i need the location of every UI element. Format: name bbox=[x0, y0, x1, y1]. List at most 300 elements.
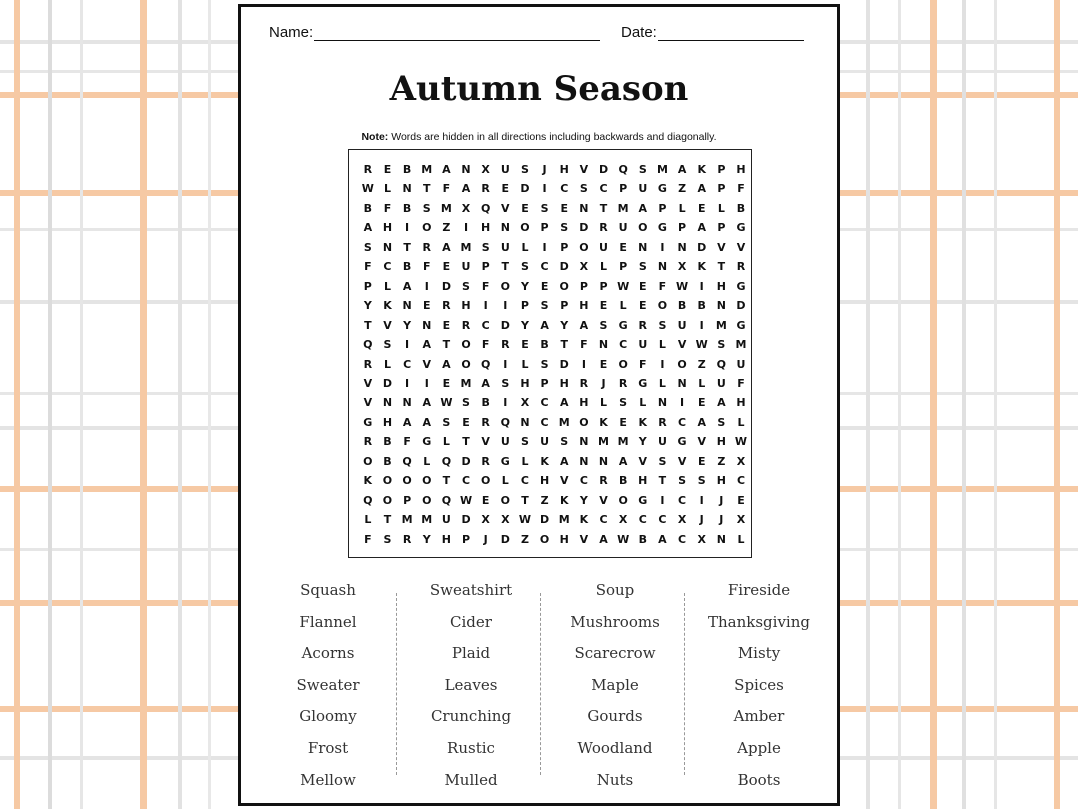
grid-letter: R bbox=[599, 221, 608, 235]
grid-letter: P bbox=[403, 493, 412, 507]
grid-letter: H bbox=[716, 435, 726, 449]
grid-letter: D bbox=[520, 182, 530, 196]
grid-letter: H bbox=[461, 299, 471, 313]
column-divider bbox=[540, 593, 541, 775]
word-list-item: Squash bbox=[300, 581, 356, 599]
grid-letter: O bbox=[579, 240, 589, 254]
grid-letter: H bbox=[382, 221, 393, 235]
grid-letter: Q bbox=[363, 338, 373, 352]
grid-letter: M bbox=[401, 513, 413, 527]
grid-letter: C bbox=[619, 338, 628, 352]
grid-letter: E bbox=[599, 299, 608, 313]
grid-letter: E bbox=[737, 493, 745, 507]
grid-letter: M bbox=[421, 513, 433, 527]
grid-letter: F bbox=[442, 182, 451, 196]
grid-letter: P bbox=[579, 279, 588, 293]
grid-letter: S bbox=[383, 532, 392, 546]
grid-letter: I bbox=[424, 376, 429, 390]
grid-letter: C bbox=[403, 357, 412, 371]
grid-letter: A bbox=[481, 376, 490, 390]
grid-row bbox=[358, 296, 751, 315]
grid-letter: A bbox=[658, 532, 667, 546]
grid-letter: S bbox=[462, 279, 470, 293]
grid-letter: F bbox=[580, 338, 588, 352]
grid-letter: G bbox=[736, 279, 746, 293]
grid-letter: U bbox=[736, 357, 746, 371]
grid-letter: A bbox=[442, 357, 451, 371]
grid-letter: N bbox=[579, 435, 589, 449]
grid-row bbox=[358, 160, 751, 179]
grid-letter: L bbox=[383, 279, 391, 293]
grid-letter: E bbox=[560, 201, 568, 215]
grid-letter: D bbox=[461, 454, 471, 468]
word-list-item: Amber bbox=[733, 707, 785, 726]
grid-letter: B bbox=[618, 474, 628, 488]
grid-letter: S bbox=[540, 201, 549, 215]
grid-letter: C bbox=[579, 474, 588, 488]
word-list-item: Misty bbox=[737, 644, 781, 663]
grid-letter: N bbox=[520, 415, 530, 429]
word-list-item: Scarecrow bbox=[574, 644, 656, 663]
grid-letter: B bbox=[402, 163, 412, 176]
grid-letter: W bbox=[361, 182, 374, 196]
grid-letter: P bbox=[619, 182, 628, 196]
grid-letter: S bbox=[383, 338, 392, 352]
word-list-item: Fireside bbox=[727, 581, 791, 599]
grid-letter: R bbox=[579, 376, 589, 390]
grid-letter: X bbox=[579, 260, 589, 274]
grid-letter: A bbox=[638, 201, 648, 215]
grid-letter: K bbox=[638, 415, 648, 429]
grid-letter: A bbox=[461, 182, 471, 196]
grid-letter: N bbox=[402, 182, 412, 196]
grid-letter: L bbox=[600, 396, 608, 410]
grid-letter: P bbox=[461, 532, 471, 546]
grid-letter: S bbox=[717, 338, 726, 352]
grid-letter: X bbox=[520, 396, 530, 410]
grid-letter: I bbox=[660, 493, 665, 507]
grid-letter: N bbox=[422, 318, 432, 332]
grid-letter: O bbox=[500, 279, 510, 293]
grid-letter: L bbox=[737, 415, 745, 429]
grid-letter: M bbox=[617, 435, 629, 449]
grid-letter: B bbox=[402, 260, 412, 274]
grid-letter: F bbox=[364, 260, 372, 274]
grid-letter: U bbox=[500, 240, 510, 254]
grid-letter: Z bbox=[678, 182, 687, 196]
grid-letter: V bbox=[638, 454, 648, 468]
grid-letter: G bbox=[736, 318, 746, 332]
grid-letter: R bbox=[481, 415, 490, 429]
grid-letter: G bbox=[677, 435, 687, 449]
grid-letter: M bbox=[460, 240, 472, 254]
grid-letter: A bbox=[559, 454, 569, 468]
grid-letter: S bbox=[579, 182, 588, 196]
grid-letter: U bbox=[500, 435, 510, 449]
grid-letter: E bbox=[697, 454, 706, 468]
grid-letter: S bbox=[658, 454, 667, 468]
grid-letter: V bbox=[579, 532, 589, 546]
grid-letter: S bbox=[560, 435, 569, 449]
word-column-4 bbox=[694, 580, 824, 801]
grid-letter: O bbox=[363, 454, 373, 468]
grid-letter: Q bbox=[480, 357, 491, 371]
grid-letter: B bbox=[697, 299, 706, 313]
grid-letter: I bbox=[503, 396, 508, 410]
grid-letter: L bbox=[658, 376, 666, 390]
grid-letter: E bbox=[521, 338, 529, 352]
word-list-item: Frost bbox=[307, 738, 349, 757]
grid-letter: V bbox=[383, 318, 392, 332]
grid-letter: R bbox=[461, 318, 471, 332]
grid-letter: V bbox=[677, 454, 687, 468]
grid-letter: I bbox=[581, 357, 586, 371]
grid-letter: A bbox=[579, 318, 589, 332]
grid-letter: C bbox=[461, 474, 471, 488]
grid-letter: S bbox=[520, 435, 529, 449]
grid-letter: A bbox=[599, 532, 608, 546]
grid-letter: B bbox=[481, 396, 490, 410]
grid-row bbox=[358, 510, 751, 529]
grid-letter: R bbox=[422, 240, 431, 254]
grid-letter: U bbox=[638, 338, 648, 352]
grid-letter: T bbox=[462, 435, 470, 449]
grid-letter: T bbox=[717, 260, 726, 274]
grid-letter: T bbox=[383, 513, 392, 527]
grid-letter: S bbox=[540, 357, 549, 371]
grid-letter: N bbox=[579, 454, 589, 468]
grid-letter: U bbox=[638, 182, 648, 196]
grid-letter: S bbox=[678, 474, 687, 488]
grid-letter: D bbox=[736, 299, 746, 313]
grid-letter: S bbox=[619, 396, 628, 410]
grid-letter: Y bbox=[403, 318, 412, 332]
grid-letter: W bbox=[695, 338, 708, 352]
word-list-item: Acorns bbox=[301, 644, 355, 663]
grid-row bbox=[358, 471, 751, 490]
grid-letter: X bbox=[736, 513, 746, 527]
grid-letter: B bbox=[383, 454, 392, 468]
grid-letter: T bbox=[560, 338, 568, 352]
grid-letter: G bbox=[422, 435, 432, 449]
grid-row bbox=[358, 316, 751, 335]
grid-letter: A bbox=[442, 163, 451, 176]
grid-letter: O bbox=[579, 415, 589, 429]
grid-letter: A bbox=[697, 182, 706, 196]
grid-letter: E bbox=[619, 240, 627, 254]
grid-letter: R bbox=[599, 474, 608, 488]
grid-letter: U bbox=[540, 435, 550, 449]
word-list-item: Mellow bbox=[300, 770, 356, 789]
grid-letter: J bbox=[719, 513, 724, 527]
column-divider bbox=[396, 593, 397, 775]
word-column-1 bbox=[263, 580, 393, 801]
grid-letter: V bbox=[736, 240, 746, 254]
grid-letter: B bbox=[638, 532, 647, 546]
grid-letter: N bbox=[598, 338, 609, 352]
grid-letter: B bbox=[363, 201, 373, 215]
grid-letter: R bbox=[363, 357, 373, 371]
grid-letter: U bbox=[677, 318, 687, 332]
grid-letter: N bbox=[657, 396, 668, 410]
grid-letter: S bbox=[462, 396, 470, 410]
grid-letter: H bbox=[716, 474, 726, 488]
grid-letter: A bbox=[422, 396, 431, 410]
grid-letter: H bbox=[441, 532, 451, 546]
word-list-item: Flannel bbox=[299, 612, 357, 631]
grid-letter: C bbox=[736, 474, 746, 488]
grid-letter: I bbox=[424, 279, 429, 293]
grid-letter: M bbox=[421, 163, 433, 176]
grid-letter: O bbox=[638, 221, 648, 235]
grid-letter: H bbox=[481, 221, 491, 235]
grid-letter: S bbox=[599, 318, 608, 332]
grid-letter: C bbox=[678, 532, 687, 546]
grid-letter: N bbox=[638, 240, 648, 254]
grid-letter: W bbox=[459, 493, 473, 507]
grid-letter: Y bbox=[520, 318, 529, 332]
grid-letter: E bbox=[501, 182, 510, 196]
word-list-item: Mulled bbox=[444, 770, 498, 789]
grid-letter: W bbox=[617, 279, 630, 293]
grid-letter: N bbox=[382, 240, 393, 254]
grid-letter: R bbox=[363, 163, 373, 176]
grid-letter: Z bbox=[697, 357, 706, 371]
grid-letter: X bbox=[501, 513, 510, 527]
grid-letter: H bbox=[520, 376, 530, 390]
grid-letter: G bbox=[638, 376, 648, 390]
grid-letter: S bbox=[520, 260, 529, 274]
grid-row bbox=[358, 257, 751, 276]
grid-letter: P bbox=[599, 279, 608, 293]
grid-letter: C bbox=[540, 260, 549, 274]
grid-letter: O bbox=[559, 279, 569, 293]
grid-letter: F bbox=[364, 532, 372, 546]
grid-letter: K bbox=[559, 493, 569, 507]
grid-letter: A bbox=[363, 221, 373, 235]
name-field bbox=[269, 24, 600, 41]
grid-letter: L bbox=[501, 474, 509, 488]
grid-letter: U bbox=[716, 376, 726, 390]
grid-letter: R bbox=[442, 299, 451, 313]
grid-letter: H bbox=[559, 376, 569, 390]
grid-letter: B bbox=[736, 201, 746, 215]
grid-letter: T bbox=[501, 260, 510, 274]
word-list-item: Apple bbox=[737, 738, 781, 757]
grid-letter: C bbox=[599, 182, 608, 196]
grid-row bbox=[358, 335, 751, 354]
grid-letter: N bbox=[677, 240, 687, 254]
grid-row bbox=[358, 199, 751, 218]
grid-letter: P bbox=[520, 299, 529, 313]
grid-letter: E bbox=[383, 163, 392, 176]
grid-letter: N bbox=[402, 396, 412, 410]
grid-letter: V bbox=[599, 493, 608, 507]
grid-letter: E bbox=[619, 415, 627, 429]
grid-letter: T bbox=[599, 201, 608, 215]
grid-letter: L bbox=[658, 338, 666, 352]
grid-letter: I bbox=[463, 221, 469, 235]
grid-letter: O bbox=[500, 493, 510, 507]
grid-letter: E bbox=[442, 376, 451, 390]
grid-letter: S bbox=[540, 299, 549, 313]
grid-letter: M bbox=[598, 435, 609, 449]
grid-letter: H bbox=[579, 299, 589, 313]
grid-letter: R bbox=[481, 454, 490, 468]
grid-letter: X bbox=[736, 454, 746, 468]
grid-letter: R bbox=[618, 376, 628, 390]
grid-letter: I bbox=[503, 357, 508, 371]
grid-letter: S bbox=[560, 221, 569, 235]
grid-letter: R bbox=[638, 318, 648, 332]
grid-letter: O bbox=[422, 493, 432, 507]
grid-letter: Q bbox=[363, 493, 373, 507]
grid-letter: P bbox=[560, 240, 569, 254]
grid-letter: I bbox=[699, 318, 704, 332]
grid-letter: D bbox=[461, 513, 471, 527]
grid-letter: P bbox=[658, 201, 667, 215]
grid-letter: E bbox=[462, 415, 470, 429]
grid-letter: Y bbox=[363, 299, 372, 313]
grid-letter: S bbox=[638, 260, 647, 274]
grid-letter: P bbox=[363, 279, 372, 293]
grid-letter: E bbox=[639, 279, 647, 293]
grid-letter: P bbox=[619, 260, 628, 274]
grid-letter: H bbox=[382, 415, 393, 429]
grid-letter: G bbox=[657, 221, 667, 235]
grid-letter: A bbox=[442, 240, 451, 254]
grid-letter: C bbox=[540, 415, 549, 429]
grid-letter: B bbox=[677, 299, 687, 313]
word-list-item: Crunching bbox=[430, 707, 512, 726]
grid-letter: D bbox=[579, 221, 589, 235]
grid-letter: L bbox=[423, 454, 431, 468]
grid-letter: S bbox=[520, 163, 529, 176]
grid-letter: Z bbox=[540, 493, 549, 507]
grid-letter: U bbox=[500, 163, 510, 176]
grid-letter: Z bbox=[442, 221, 451, 235]
grid-letter: F bbox=[737, 182, 745, 196]
grid-letter: Y bbox=[422, 532, 431, 546]
grid-letter: V bbox=[677, 338, 687, 352]
grid-letter: Q bbox=[441, 493, 452, 507]
grid-letter: K bbox=[579, 513, 589, 527]
grid-letter: P bbox=[540, 376, 549, 390]
grid-row bbox=[358, 413, 751, 432]
date-line bbox=[658, 26, 804, 41]
grid-letter: K bbox=[540, 454, 549, 468]
grid-letter: A bbox=[540, 318, 549, 332]
word-column-2 bbox=[406, 580, 536, 801]
grid-letter: N bbox=[402, 299, 412, 313]
grid-letter: S bbox=[442, 415, 451, 429]
grid-letter: L bbox=[364, 513, 372, 527]
grid-letter: F bbox=[481, 279, 490, 293]
grid-letter: I bbox=[680, 396, 685, 410]
grid-letter: R bbox=[402, 532, 412, 546]
grid-letter: F bbox=[639, 357, 647, 371]
grid-letter: L bbox=[521, 357, 529, 371]
grid-letter: M bbox=[656, 163, 668, 176]
grid-letter: S bbox=[422, 201, 431, 215]
grid-letter: L bbox=[717, 201, 725, 215]
grid-letter: H bbox=[736, 396, 746, 410]
grid-letter: D bbox=[598, 163, 609, 176]
grid-letter: J bbox=[699, 513, 704, 527]
word-list-item: Plaid bbox=[451, 644, 491, 663]
grid-letter: M bbox=[460, 376, 472, 390]
grid-letter: Y bbox=[579, 493, 588, 507]
grid-letter: N bbox=[598, 454, 609, 468]
grid-letter: Q bbox=[441, 454, 452, 468]
grid-letter: J bbox=[601, 376, 606, 390]
grid-letter: P bbox=[540, 221, 549, 235]
grid-letter: E bbox=[481, 493, 490, 507]
grid-letter: I bbox=[405, 221, 410, 235]
grid-letter: C bbox=[560, 182, 569, 196]
grid-letter: D bbox=[559, 357, 569, 371]
grid-letter: Q bbox=[500, 415, 510, 429]
grid-letter: K bbox=[599, 415, 608, 429]
grid-letter: X bbox=[481, 163, 490, 176]
grid-letter: Y bbox=[560, 318, 569, 332]
grid-letter: G bbox=[500, 454, 510, 468]
grid-letter: O bbox=[657, 299, 668, 313]
grid-row bbox=[358, 355, 751, 374]
page-title: Autumn Season bbox=[389, 69, 689, 109]
grid-letter: D bbox=[500, 532, 510, 546]
grid-letter: V bbox=[697, 435, 706, 449]
grid-letter: L bbox=[383, 357, 391, 371]
grid-letter: A bbox=[422, 338, 431, 352]
word-list-item: Spices bbox=[734, 675, 784, 694]
grid-letter: L bbox=[442, 435, 450, 449]
grid-letter: L bbox=[678, 201, 686, 215]
grid-letter: H bbox=[559, 532, 569, 546]
grid-letter: Q bbox=[618, 163, 628, 176]
grid-letter: I bbox=[542, 240, 547, 254]
grid-letter: L bbox=[521, 240, 529, 254]
grid-letter: F bbox=[658, 279, 667, 293]
word-list-item: Maple bbox=[591, 675, 639, 694]
grid-letter: D bbox=[559, 260, 569, 274]
grid-letter: Z bbox=[717, 454, 726, 468]
grid-letter: A bbox=[697, 221, 706, 235]
grid-letter: U bbox=[657, 435, 667, 449]
grid-letter: I bbox=[405, 376, 410, 390]
grid-letter: E bbox=[442, 318, 451, 332]
grid-letter: O bbox=[480, 474, 491, 488]
grid-letter: E bbox=[599, 357, 608, 371]
grid-letter: Z bbox=[520, 532, 529, 546]
grid-letter: V bbox=[579, 163, 589, 176]
grid-letter: X bbox=[697, 532, 706, 546]
grid-letter: E bbox=[697, 201, 706, 215]
grid-letter: S bbox=[481, 240, 490, 254]
grid-letter: I bbox=[699, 493, 704, 507]
grid-letter: A bbox=[717, 396, 726, 410]
grid-letter: U bbox=[461, 260, 471, 274]
grid-letter: V bbox=[717, 240, 726, 254]
grid-letter: J bbox=[719, 493, 724, 507]
grid-letter: N bbox=[579, 201, 589, 215]
grid-letter: C bbox=[481, 318, 490, 332]
grid-letter: B bbox=[383, 435, 392, 449]
grid-letter: P bbox=[717, 221, 726, 235]
grid-letter: E bbox=[639, 299, 647, 313]
grid-row bbox=[358, 179, 751, 198]
word-list-item: Leaves bbox=[444, 675, 498, 694]
